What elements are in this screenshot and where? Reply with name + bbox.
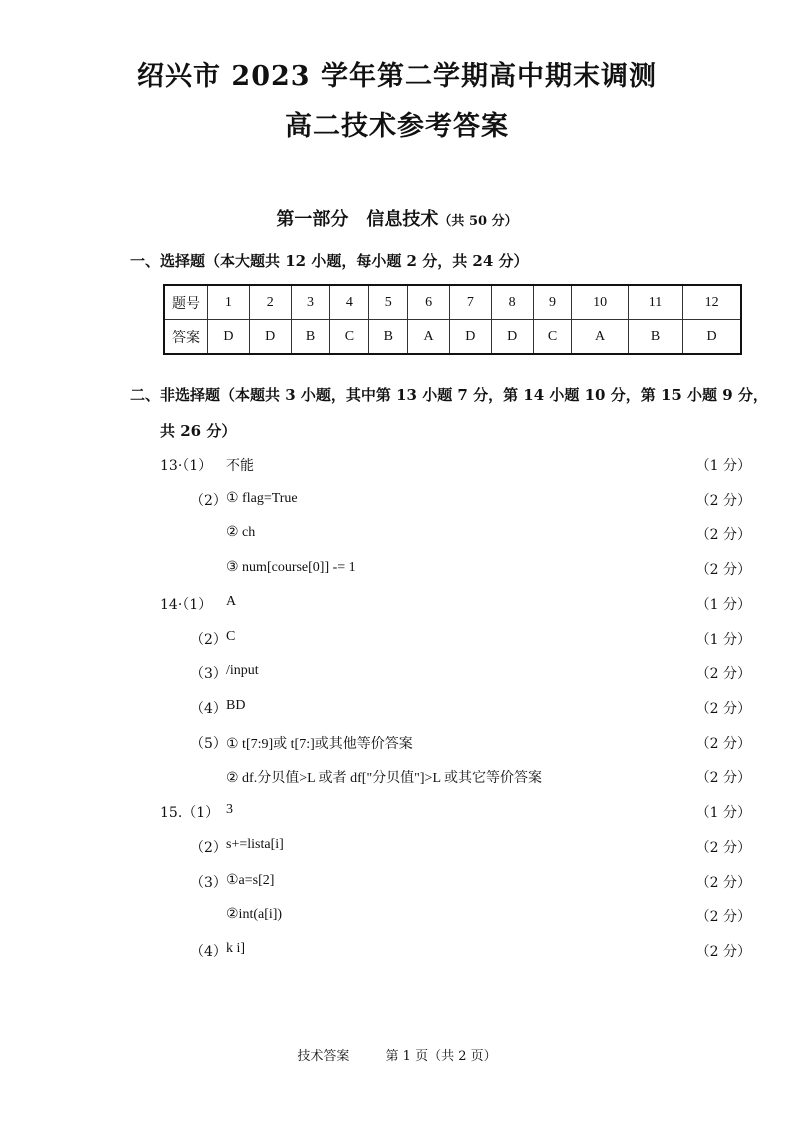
question-number-row [164,285,741,320]
answer-cell: A [408,320,450,355]
footer-subject: 技术答案 [297,1049,350,1064]
question-number: 4 [330,285,369,320]
question-number: 10 [572,285,628,320]
section2-heading: 二、非选择题（本题共 3 小题，其中第 13 小题 7 分，第 14 小题 10 分，第 15 小题 9 分， [130,386,768,404]
answer-item [0,629,794,653]
answer-row [164,320,741,355]
answer-item [0,455,794,479]
item-number: 15.（1） [160,805,220,821]
item-number: （4） [190,701,227,717]
item-answer: A [226,594,237,609]
question-number: 8 [491,285,533,320]
answer-cell: D [449,320,491,355]
row-label-number: 题号 [164,285,208,320]
item-score: （1 分） [695,458,751,474]
answer-cell: D [683,320,741,355]
item-answer: 不能 [226,459,254,474]
document-subtitle: 高二技术参考答案 [285,111,509,142]
item-number: （2） [190,840,227,856]
answer-cell: D [249,320,291,355]
item-answer: C [226,629,236,644]
item-answer: BD [226,698,246,713]
item-number: （3） [190,875,227,891]
item-answer: s+=lista[i] [226,837,284,852]
item-score: （1 分） [695,597,751,613]
item-answer: ① t[7:9]或 t[7:]或其他等价答案 [226,737,413,752]
item-answer: ② ch [226,525,256,540]
item-answer: k i] [226,941,246,956]
answer-table [163,284,742,355]
answer-cell: D [491,320,533,355]
section1-heading: 一、选择题（本大题共 12 小题，每小题 2 分，共 24 分） [130,252,529,270]
item-score: （2 分） [695,527,751,543]
item-score: （1 分） [695,805,751,821]
answer-cell: C [330,320,369,355]
question-number: 7 [449,285,491,320]
part-heading [0,205,794,231]
item-answer: /input [226,663,259,678]
question-number: 12 [683,285,741,320]
answer-cell: A [572,320,628,355]
item-number: 14·（1） [160,597,213,613]
question-number: 6 [408,285,450,320]
question-number: 5 [369,285,408,320]
answer-item [0,594,794,618]
answer-cell: D [208,320,250,355]
item-answer: 3 [226,802,233,817]
item-score: （2 分） [695,736,751,752]
part-score-note: （共 50 分） [438,214,518,229]
answer-cell: C [533,320,572,355]
answer-item [0,906,794,930]
item-answer: ③ num[course[0]] -= 1 [226,560,356,575]
item-score: （1 分） [695,632,751,648]
document-title: 绍兴市 2023 学年第二学期高中期末调测 [137,61,657,92]
row-label-answer: 答案 [164,320,208,355]
answer-item [0,559,794,583]
item-score: （2 分） [695,493,751,509]
answer-item [0,524,794,548]
page-footer [0,1045,794,1064]
item-score: （2 分） [695,562,751,578]
answer-item [0,767,794,791]
part-title: 第一部分 信息技术 [276,209,439,230]
question-number: 2 [249,285,291,320]
answer-item [0,872,794,896]
item-number: （5） [190,736,227,752]
question-number: 3 [291,285,330,320]
item-answer: ②int(a[i]) [226,907,283,922]
item-score: （2 分） [695,875,751,891]
item-score: （2 分） [695,944,751,960]
footer-page-number: 第 1 页（共 2 页） [385,1049,497,1064]
question-number: 1 [208,285,250,320]
answer-cell: B [628,320,682,355]
answer-cell: B [291,320,330,355]
question-number: 11 [628,285,682,320]
answer-item [0,802,794,826]
item-score: （2 分） [695,840,751,856]
item-score: （2 分） [695,770,751,786]
item-number: 13·（1） [160,458,213,474]
item-score: （2 分） [695,909,751,925]
item-answer: ② df.分贝值>L 或者 df["分贝值"]>L 或其它等价答案 [226,771,542,786]
item-number: （2） [190,632,227,648]
item-answer: ①a=s[2] [226,873,275,888]
answer-item [0,733,794,757]
item-score: （2 分） [695,701,751,717]
answer-cell: B [369,320,408,355]
answer-item [0,698,794,722]
answer-item [0,941,794,965]
answer-item [0,490,794,514]
answer-item [0,663,794,687]
question-number: 9 [533,285,572,320]
item-number: （2） [190,493,227,509]
item-number: （3） [190,666,227,682]
item-answer: ① flag=True [226,491,298,506]
section2-heading-cont: 共 26 分） [160,422,237,440]
item-number: （4） [190,944,227,960]
answer-item [0,837,794,861]
item-score: （2 分） [695,666,751,682]
